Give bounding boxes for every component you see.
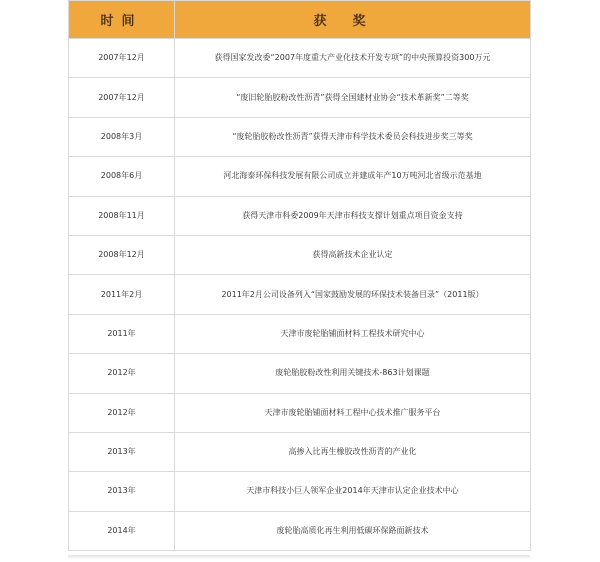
row-award: 废轮胎胶粉改性利用关键技术-863计划课题 — [175, 354, 531, 393]
header-award: 获奖 — [175, 1, 531, 39]
header-time: 时间 — [69, 1, 175, 39]
table-row — [69, 78, 531, 117]
row-award: 高掺入比再生橡胶改性沥青的产业化 — [175, 432, 531, 471]
row-date: 2013年 — [69, 432, 175, 471]
row-award: “废旧轮胎胶粉改性沥青”获得全国建材业协会“技术革新奖”二等奖 — [175, 78, 531, 117]
awards-table — [68, 0, 531, 551]
row-award: 2011年2月公司设备列入“国家鼓励发展的环保技术装备目录”（2011版） — [175, 275, 531, 314]
row-date: 2008年11月 — [69, 196, 175, 235]
row-date: 2007年12月 — [69, 78, 175, 117]
row-date: 2008年6月 — [69, 157, 175, 196]
table-bottom-shadow — [68, 555, 530, 559]
table-row — [69, 472, 531, 511]
table-body — [69, 39, 531, 551]
table-row — [69, 235, 531, 274]
row-award: “废轮胎胶粉改性沥青”获得天津市科学技术委员会科技进步奖三等奖 — [175, 117, 531, 156]
row-award: 获得国家发改委“2007年度重大产业化技术开发专项”的中央预算投资300万元 — [175, 39, 531, 78]
row-date: 2011年2月 — [69, 275, 175, 314]
row-date: 2012年 — [69, 354, 175, 393]
table-header-row — [69, 1, 531, 39]
row-date: 2007年12月 — [69, 39, 175, 78]
row-award: 天津市科技小巨人领军企业2014年天津市认定企业技术中心 — [175, 472, 531, 511]
row-award: 天津市废轮胎铺面材料工程技术研究中心 — [175, 314, 531, 353]
table-row — [69, 39, 531, 78]
table-row — [69, 393, 531, 432]
row-award: 天津市废轮胎铺面材料工程中心技术推广服务平台 — [175, 393, 531, 432]
row-date: 2012年 — [69, 393, 175, 432]
table-row — [69, 432, 531, 471]
table-row — [69, 354, 531, 393]
row-award: 获得天津市科委2009年天津市科技支撑计划重点项目资金支持 — [175, 196, 531, 235]
row-date: 2008年3月 — [69, 117, 175, 156]
awards-table-container — [68, 0, 530, 551]
row-date: 2013年 — [69, 472, 175, 511]
row-date: 2008年12月 — [69, 235, 175, 274]
row-date: 2014年 — [69, 511, 175, 550]
row-award: 废轮胎高质化再生利用低碳环保路面新技术 — [175, 511, 531, 550]
table-row — [69, 275, 531, 314]
table-row — [69, 117, 531, 156]
row-date: 2011年 — [69, 314, 175, 353]
table-row — [69, 196, 531, 235]
table-row — [69, 511, 531, 550]
table-row — [69, 314, 531, 353]
row-award: 获得高新技术企业认定 — [175, 235, 531, 274]
table-row — [69, 157, 531, 196]
row-award: 河北海泰环保科技发展有限公司成立并建成年产10万吨河北省级示范基地 — [175, 157, 531, 196]
